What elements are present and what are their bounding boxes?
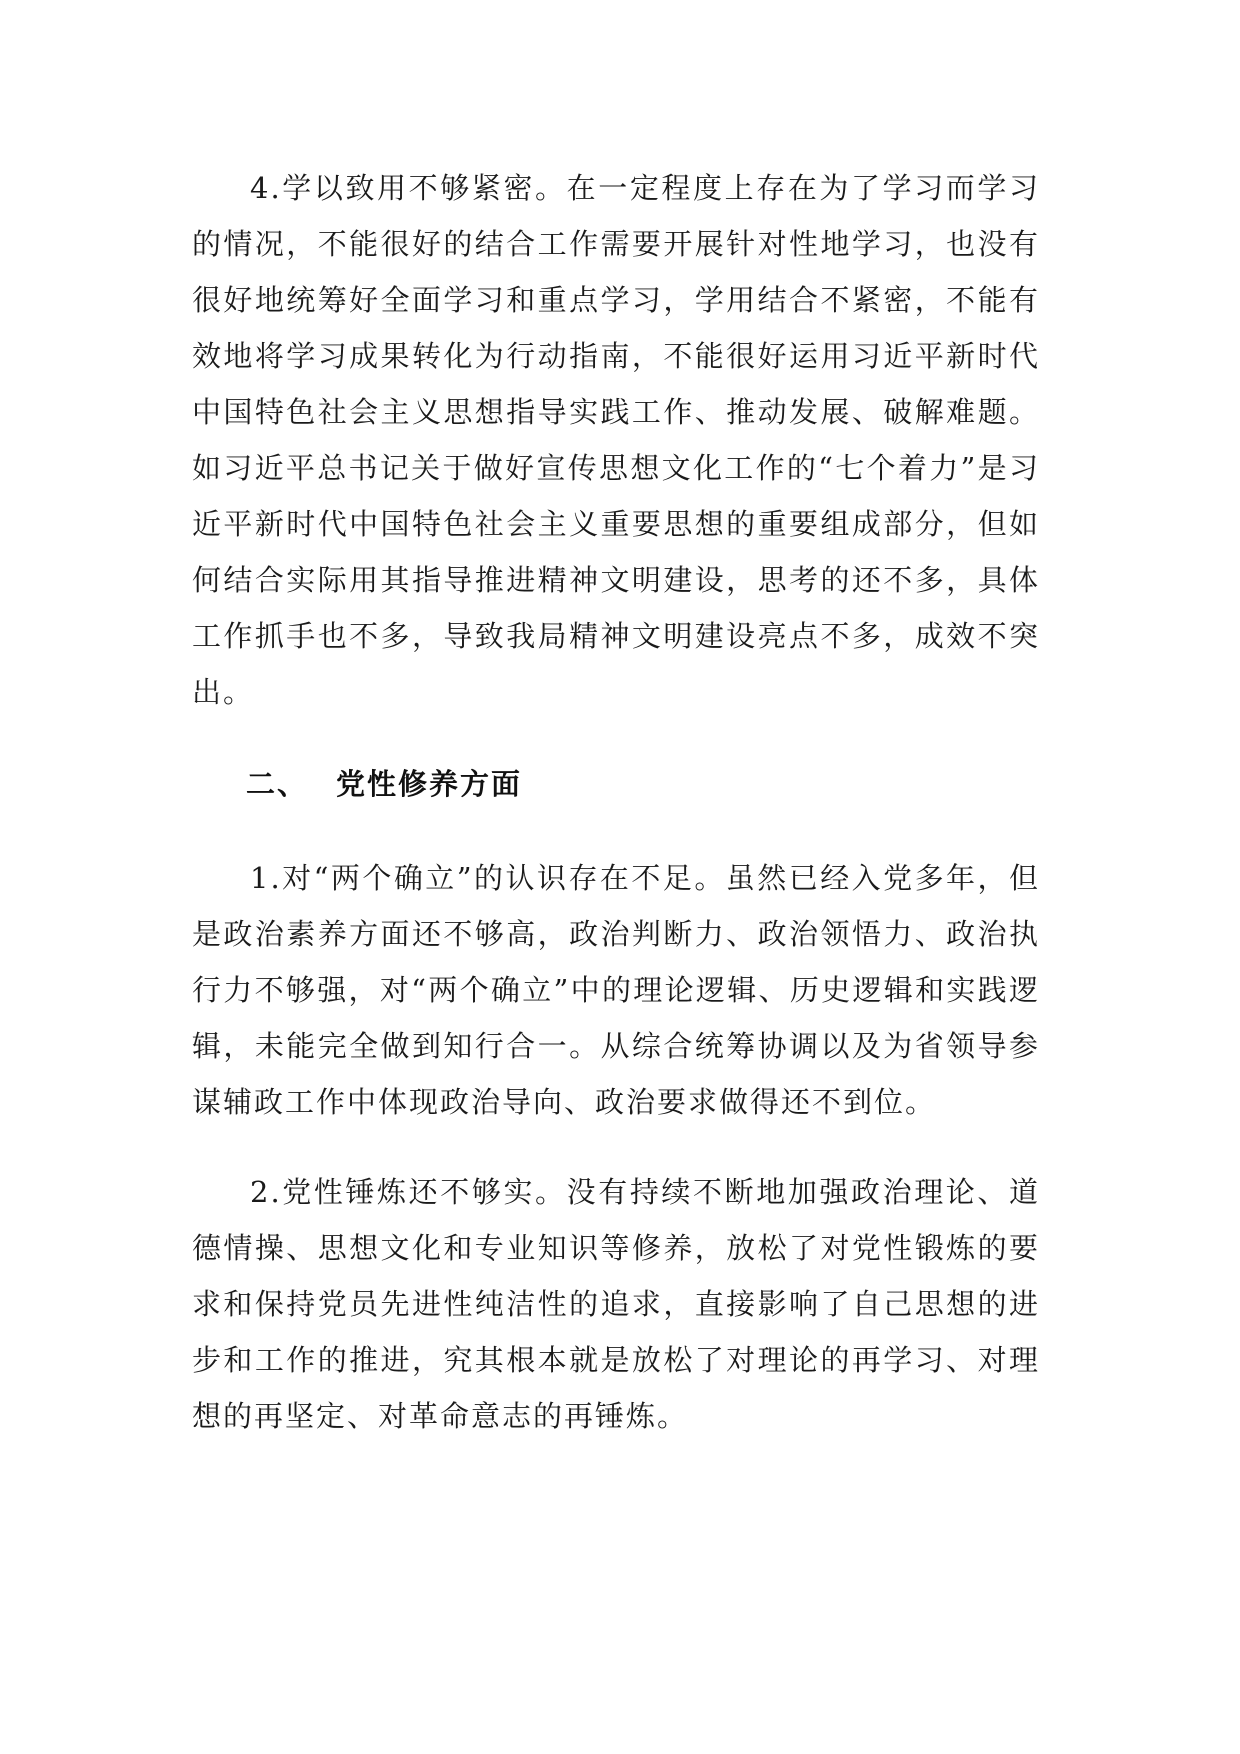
section-heading-text: 党性修养方面 — [336, 767, 523, 801]
paragraph-two-establishments: 1.对“两个确立”的认识存在不足。虽然已经入党多年，但是政治素养方面还不够高，政治判断力、政治领悟力、政治执行力不够强，对“两个确立”中的理论逻辑、历史逻辑和实践逻辑，未能完全做到知行合一。从综合统筹协调以及为省领导参谋辅政工作中体现政治导向、政治要求做得还不到位。 — [192, 861, 1040, 1119]
section-heading-party-spirit — [192, 756, 1040, 812]
section-heading-number: 二、 — [246, 767, 309, 801]
document-body — [192, 160, 1040, 1444]
paragraph-party-tempering: 2.党性锤炼还不够实。没有持续不断地加强政治理论、道德情操、思想文化和专业知识等修养，放松了对党性锻炼的要求和保持党员先进性纯洁性的追求，直接影响了自己思想的进步和工作的推进，究其根本就是放松了对理论的再学习、对理想的再坚定、对革命意志的再锤炼。 — [192, 1175, 1040, 1433]
paragraph-study-application: 4.学以致用不够紧密。在一定程度上存在为了学习而学习的情况，不能很好的结合工作需要开展针对性地学习，也没有很好地统筹好全面学习和重点学习，学用结合不紧密，不能有效地将学习成果转化为行动指南，不能很好运用习近平新时代中国特色社会主义思想指导实践工作、推动发展、破解难题。如习近平总书记关于做好宣传思想文化工作的“七个着力”是习近平新时代中国特色社会主义重要思想的重要组成部分，但如何结合实际用其指导推进精神文明建设，思考的还不多，具体工作抓手也不多，导致我局精神文明建设亮点不多，成效不突出。 — [192, 171, 1040, 709]
